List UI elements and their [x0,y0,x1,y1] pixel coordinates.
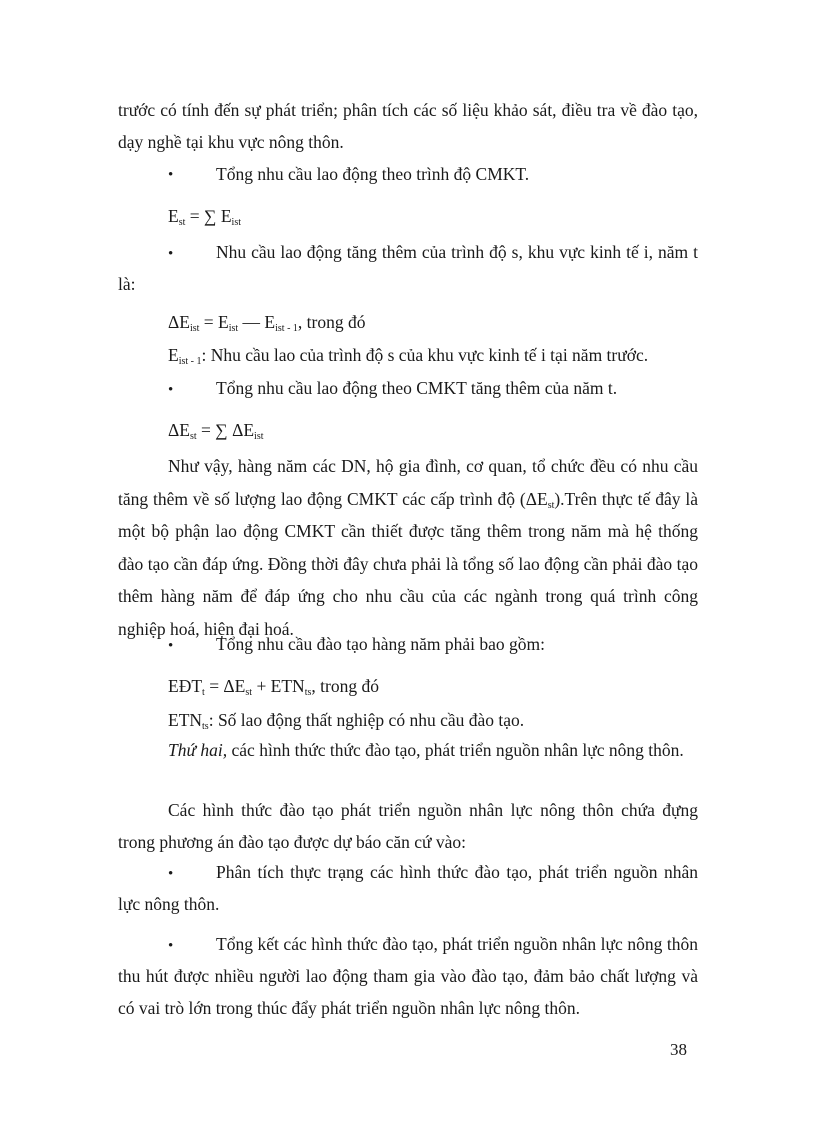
body-paragraph-3: Các hình thức đào tạo phát triển nguồn nhân lực nông thôn chứa đựng trong phương án đào tạo được dự báo căn cứ vào: [118,800,698,852]
bullet-2-text: Nhu cầu lao động tăng thêm của trình độ s, khu vực kinh tế i, năm t là: [118,242,698,294]
formula-increment: $\Delta E_{ist} = E_{ist}$ — $E_{ist - 1}$, trong đó [168,312,366,334]
formula-total-demand: $E_{st}$ = ∑ $E_{ist}$ [168,206,241,228]
bullet-1-marker: • [168,167,174,183]
page-number: 38 [670,1040,687,1059]
formula-total-increment: $\Delta E_{st}$ = ∑ $\Delta E_{ist}$ [168,420,264,442]
bullet-4-text: Tổng nhu cầu đào tạo hàng năm phải bao gồm: [216,634,546,654]
intro-paragraph: trước có tính đến sự phát triển; phân tích các số liệu khảo sát, điều tra về đào tạo, dạy nghề tại khu vực nông thôn. [118,100,698,152]
bullet-4-marker: • [168,638,174,654]
body-paragraph-2: Như vậy, hàng năm các DN, hộ gia đình, cơ quan, tổ chức đều có nhu cầu tăng thêm về số lượng lao động CMKT các cấp trình độ $(\Delta E_{st}).Trên$ thực tế đây là một bộ phận lao động CMKT cần thiết được tăng thêm trong năm mà hệ thống đào tạo cần đáp ứng. Đồng thời đây chưa phải là tổng số lao động cần phải đào tạo thêm hàng năm để đáp ứng cho nhu cầu của các ngành trong quá trình công nghiệp hoá, hiện đại hoá. [118,456,698,639]
formula-training-demand: $EĐT_t = \Delta E_{st} + ETN_{ts}$, trong đó [168,676,379,698]
bullet-2-marker: • [168,246,174,262]
bullet-5-text: Phân tích thực trạng các hình thức đào tạo, phát triển nguồn nhân lực nông thôn. [118,862,698,914]
bullet-3-marker: • [168,382,174,398]
bullet-3-text: Tổng nhu cầu lao động theo CMKT tăng thêm của năm t. [216,378,618,398]
definition-e-previous: $E_{ist - 1}$: Nhu cầu lao của trình độ s của khu vực kinh tế i tại năm trước. [168,345,649,367]
bullet-6-text: Tổng kết các hình thức đào tạo, phát triển nguồn nhân lực nông thôn thu hút được nhiều người lao động tham gia vào đào tạo, đảm bảo chất lượng và có vai trò lớn trong thúc đẩy phát triển nguồn nhân lực nông thôn. [118,934,698,1018]
definition-etn: $ETN_{ts}$: Số lao động thất nghiệp có nhu cầu đào tạo. [168,710,525,732]
bullet-5-marker: • [168,866,174,882]
section-second-heading: Thứ hai, các hình thức thức đào tạo, phát triển nguồn nhân lực nông thôn. [168,740,684,760]
bullet-1-text: Tổng nhu cầu lao động theo trình độ CMKT. [216,164,530,184]
bullet-6-marker: • [168,938,174,954]
